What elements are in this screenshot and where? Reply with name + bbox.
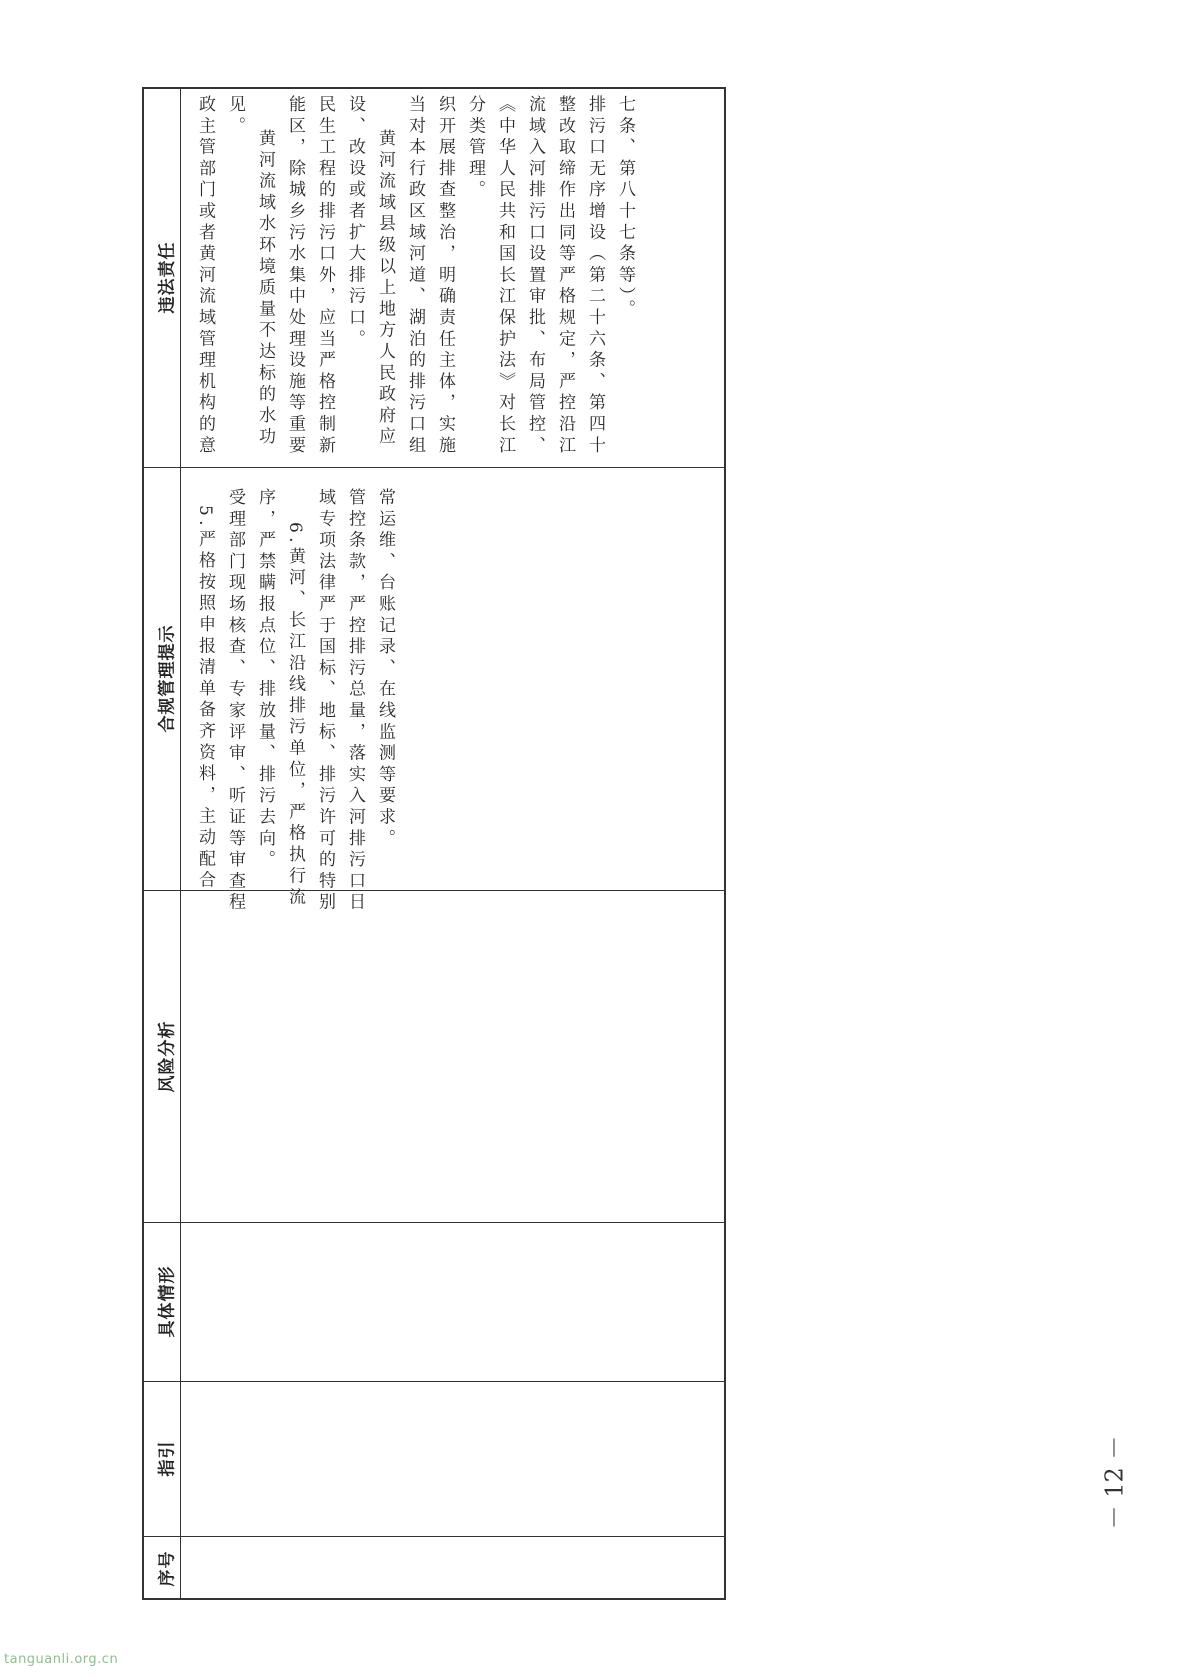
compliance-line: 域专项法律严于国标、地标、排污许可的特别 <box>315 488 335 914</box>
liability-line: 排污口无序增设（第二十六条、第四十 <box>585 95 605 458</box>
header-serial: 序号 <box>157 1550 178 1586</box>
page-number: － 12 － <box>1100 1435 1129 1529</box>
header-liability: 违法责任 <box>157 241 178 313</box>
compliance-line: 6.黄河、长江沿线排污单位，严格执行流 <box>285 522 305 909</box>
compliance-line: 5.严格按照申报清单备齐资料，主动配合 <box>195 505 215 892</box>
liability-line: 设、改设或者扩大排污口。 <box>345 95 365 351</box>
column-divider-guide <box>142 1381 726 1382</box>
header-row-divider <box>180 87 181 1600</box>
compliance-text <box>190 488 400 914</box>
liability-line: 流域入河排污口设置审批、布局管控、 <box>525 95 545 458</box>
liability-line: 七条、第八十七条等）。 <box>615 95 635 321</box>
liability-line: 织开展排查整治，明确责任主体，实施 <box>435 95 455 458</box>
liability-line: 民生工程的排污口外，应当严格控制新 <box>315 95 335 458</box>
column-divider-serial <box>142 1536 726 1537</box>
liability-line: 《中华人民共和国长江保护法》对长江 <box>495 95 515 458</box>
liability-line: 黄河流域水环境质量不达标的水功 <box>255 129 275 449</box>
column-divider-compliance <box>142 467 726 468</box>
watermark: tanguanli.org.cn <box>4 1652 119 1667</box>
header-compliance: 合规管理提示 <box>157 624 178 733</box>
header-risk: 风险分析 <box>157 1020 178 1092</box>
liability-line: 政主管部门或者黄河流域管理机构的意 <box>195 95 215 458</box>
compliance-line: 受理部门现场核查、专家评审、听证等审查程 <box>225 488 245 914</box>
liability-line: 分类管理。 <box>465 95 485 202</box>
liability-line: 当对本行政区域河道、湖泊的排污口组 <box>405 95 425 458</box>
liability-text <box>190 95 640 457</box>
header-situation: 具体情形 <box>157 1265 178 1338</box>
column-divider-situation <box>142 1222 726 1223</box>
compliance-line: 管控条款，严控排污总量，落实入河排污口日 <box>345 488 365 914</box>
liability-line: 能区，除城乡污水集中处理设施等重要 <box>285 95 305 458</box>
compliance-line: 常运维、台账记录、在线监测等要求。 <box>375 488 395 851</box>
liability-line: 黄河流域县级以上地方人民政府应 <box>375 129 395 449</box>
compliance-line: 序，严禁瞒报点位、排放量、排污去向。 <box>255 488 275 872</box>
liability-line: 整改取缔作出同等严格规定，严控沿江 <box>555 95 575 458</box>
liability-line: 见。 <box>225 95 245 138</box>
header-guide: 指引 <box>157 1440 178 1477</box>
